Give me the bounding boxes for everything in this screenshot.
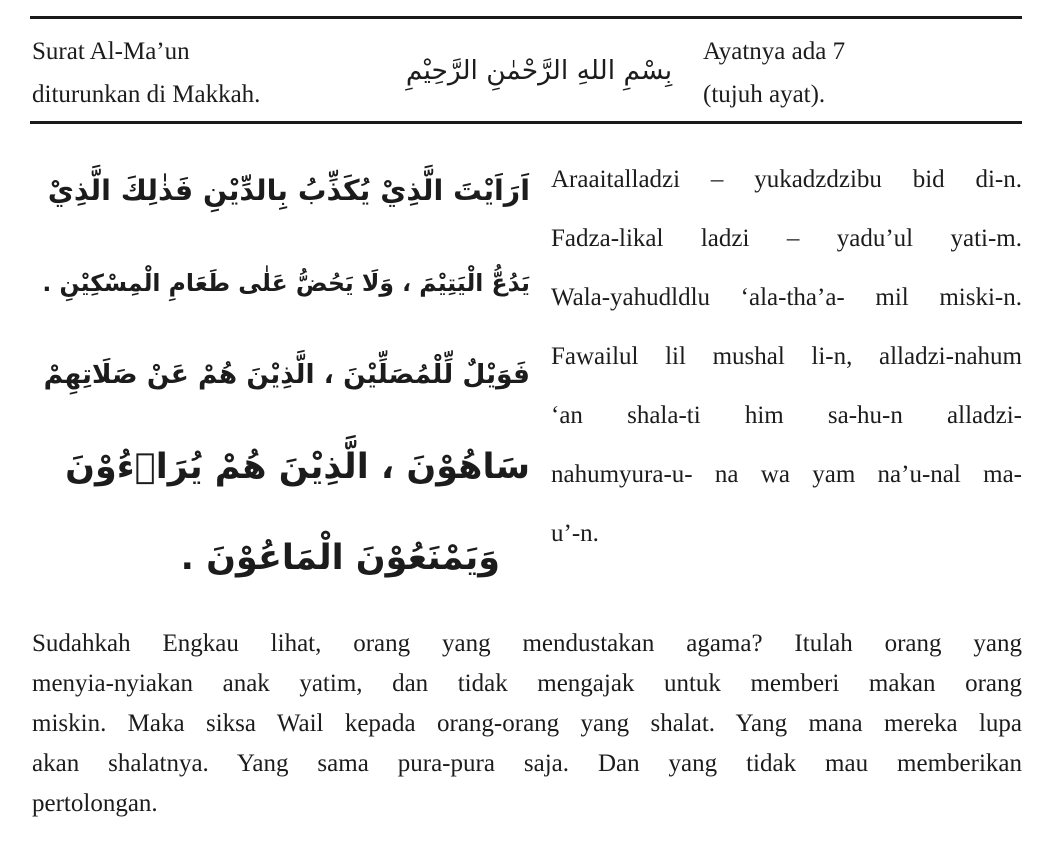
translation-line: Sudahkah Engkau lihat, orang yang mendustakan agama? Itulah orang yang [32,630,1022,657]
verse-count-info [703,30,845,116]
surah-name: Surat Al-Ma’un [32,38,190,65]
arabic-line: فَوَيْلٌ لِّلْمُصَلِّيْنَ ، الَّذِيْنَ هُمْ عَنْ صَلَاتِهِمْ [43,359,530,390]
transliteration-line: Fadza-likal ladzi – yadu’ul yati-m. [551,225,1022,252]
translation-line: menyia-nyiakan anak yatim, dan tidak mengajak untuk memberi makan orang [32,670,1022,697]
arabic-line: وَيَمْنَعُوْنَ الْمَاعُوْنَ . [180,538,500,578]
transliteration-line: nahumyura-u- na wa yam na’u-nal ma- [551,461,1022,488]
arabic-line: سَاهُوْنَ ، الَّذِيْنَ هُمْ يُرَاۤءُوْنَ [65,447,530,487]
transliteration [551,150,1022,563]
transliteration-line: Wala-yahudldlu ‘ala-tha’a- mil miski-n. [551,284,1022,311]
translation-line: pertolongan. [32,790,158,817]
basmalah-calligraphy: بِسْمِ اللهِ الرَّحْمٰنِ الرَّحِيْمِ [405,55,673,86]
revelation-place: diturunkan di Makkah. [32,81,261,108]
header-bottom-rule [30,121,1022,124]
top-rule [30,16,1022,19]
transliteration-line: Araaitalladzi – yukadzdzibu bid di-n. [551,166,1022,193]
verse-count: Ayatnya ada 7 [703,38,846,65]
transliteration-line: ‘an shala-ti him sa-hu-n alladzi- [551,402,1022,429]
translation-line: miskin. Maka siksa Wail kepada orang-orang yang shalat. Yang mana mereka lupa [32,710,1022,737]
verse-count-words: (tujuh ayat). [703,81,826,108]
transliteration-line: u’-n. [551,520,599,547]
arabic-verses [30,128,530,596]
surah-info [32,30,260,116]
transliteration-line: Fawailul lil mushal li-n, alladzi-nahum [551,343,1022,370]
arabic-line: يَدُعُّ الْيَتِيْمَ ، وَلَا يَحُضُّ عَلٰى طَعَامِ الْمِسْكِيْنِ . [42,269,530,297]
arabic-line: اَرَاَيْتَ الَّذِيْ يُكَذِّبُ بِالدِّيْنِ فَذٰلِكَ الَّذِيْ [47,174,530,207]
translation-paragraph [32,624,1022,824]
translation-line: akan shalatnya. Yang sama pura-pura saja. Dan yang tidak mau memberikan [32,750,1022,777]
